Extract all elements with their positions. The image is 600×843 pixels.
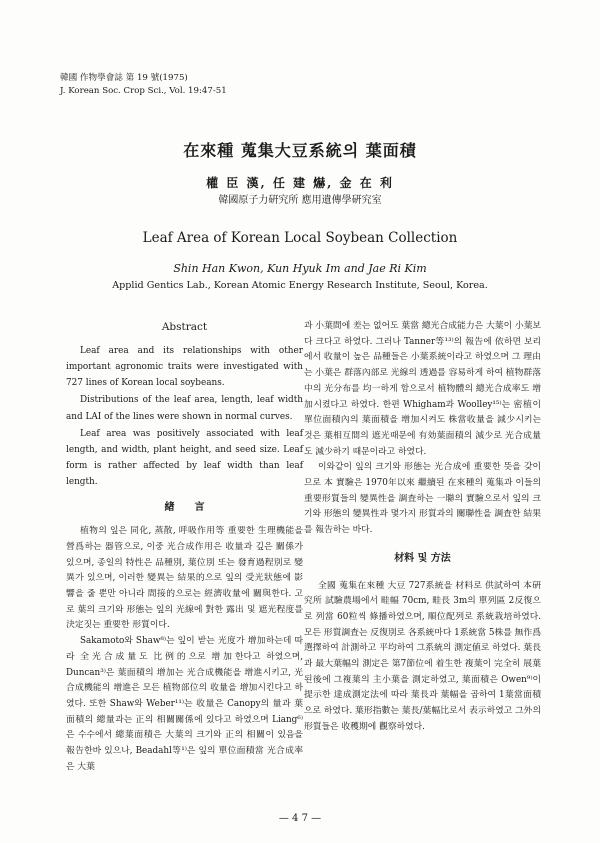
methods-heading: 材料 및 方法: [394, 552, 451, 564]
abstract-heading: Abstract: [161, 321, 208, 333]
introduction-paragraph: Sakamoto와 Shaw⁸⁾는 잎이 받는 光度가 增加하는데 따라 全光合成量도 比例的으로 增加한다고 하였으며, Duncan³⁾은 葉面積의 增加는 光合成機能을 增進시키고, 光合成機能의 增進은 모든 植物部位의 收量을 增加시킨다고 하였다. 또한 Shaw와 Weber¹¹⁾는 收量은 Canopy의 量과 葉面積의 總量과는 正의 相關關係에 있다고 하였으며 Liang⁶⁾은 수수에서 總葉面積은 大葉의 크기와 正의 相關이 있음을 報告한바 있으나, Beadahl等¹⁾은 잎의 單位面積當 光合成率은 大葉: [66, 636, 303, 772]
institute-korean: 韓國原子力硏究所 應用遺傳學硏究室: [218, 195, 382, 206]
journal-citation-english: J. Korean Soc. Crop Sci., Vol. 19:47-51: [60, 86, 227, 96]
journal-name-korean: 韓國 作物學會誌 第 19 號(1975): [60, 73, 188, 83]
abstract-paragraph: Leaf area and its relationships with other important agronomic traits were investigated with 727 lines of Korean local soybeans.: [66, 345, 303, 389]
affiliation-english: Applid Gentics Lab., Korean Atomic Energy Research Institute, Seoul, Korea.: [112, 280, 488, 291]
methods-paragraph: 全國 蒐集在來種 大豆 727系統을 材料로 供試하여 本硏究所 試驗農場에서 畦幅 70cm, 畦長 3m의 單列區 2反復으로 列當 60粒씩 條播하였으며, 順位配列로 系統栽培하였다. 모든 形質調査는 反復別로 各系統마다 1系統當 5株를 無作爲選擇하여 計測하고 平均하여 그系統의 測定値로 하였다. 葉長과 最大葉幅의 測定은 第7節位에 着生한 複葉이 完全히 展葉된後에 그複葉의 主小葉을 測定하였고, 葉面積은 Owen⁹⁾이 提示한 達成測定法에 따라 葉長과 葉幅을 곱하여 1葉當面積으로 하였다. 葉形指數는 葉長/葉幅比로서 表示하였고 그外의 形質들은 收穫期에 觀察하였다.: [304, 580, 542, 732]
paper-title-korean: 在來種 蒐集大豆系統의 葉面積: [183, 141, 417, 160]
abstract-paragraph: Leaf area was positively associated with leaf length, and width, plant height, and seed size. Leaf form is rather affected by leaf width than leaf length.: [66, 428, 303, 488]
introduction-paragraph-continued: 이와같이 잎의 크기와 形態는 光合成에 重要한 뜻을 갖이므로 本 實驗은 1970年以來 繼續된 在來種의 蒐集과 이들의 重要形質들의 變異性을 調査하는 一聯의 實驗으로서 잎의 크기와 形態의 變異性과 몇가지 形質과의 關聯性을 調査한 結果를 報告하는 바다.: [304, 462, 541, 536]
left-column: [66, 320, 303, 775]
paper-title-english: Leaf Area of Korean Local Soybean Collection: [142, 230, 458, 246]
journal-header: [60, 72, 227, 98]
page-number: — 4 7 —: [278, 813, 322, 824]
introduction-heading: 緖 言: [164, 501, 205, 513]
authors-english: Shin Han Kwon, Kun Hyuk Im and Jae Ri Kim: [173, 262, 427, 275]
introduction-paragraph: 植物의 잎은 同化, 蒸散, 呼吸作用等 重要한 生理機能을 營爲하는 器管으로, 이중 光合成作用은 收量과 깊은 關係가 있으며, 종일의 特性은 品種別, 葉位別 또는 發育過程別로 變異가 있으며, 이러한 變異는 結果的으로 잎의 受光狀態에 影響을 줄 뿐만 아니라 間接的으로는 經濟收量에 關與한다. 고로 葉의 크기와 形態는 잎의 光線에 對한 露出 및 遮光程度를 決定짓는 重要한 形質이다.: [66, 526, 303, 631]
authors-korean: 權 臣 漢, 任 建 爀, 金 在 利: [206, 176, 394, 190]
introduction-paragraph-continued: 과 小葉間에 差는 없어도 葉當 總光合成能力은 大葉이 小葉보다 크다고 하였다. 그러나 Tanner等¹³⁾의 報告에 依하면 보리에서 收量이 높은 品種들은 小葉系統이라고 하였으며 그 理由는 小葉은 群落內部로 光線의 透過를 容易하게 하여 植物群落中의 光分布를 均一하게 함으로서 植物體의 總光合成率도 增加시켰다고 하였다. 한편 Whigham과 Woolley¹⁵⁾는 密植이 單位面積內의 葉面積을 增加시켜도 株當收量을 減少시키는 것은 葉相互間의 遮光때문에 有効葉面積의 減少로 光合成量도 減少하기 때문이라고 하였다.: [304, 321, 541, 457]
right-column: [304, 319, 541, 736]
abstract-paragraph: Distributions of the leaf area, length, leaf width and LAI of the lines were shown in normal curves.: [66, 395, 303, 422]
